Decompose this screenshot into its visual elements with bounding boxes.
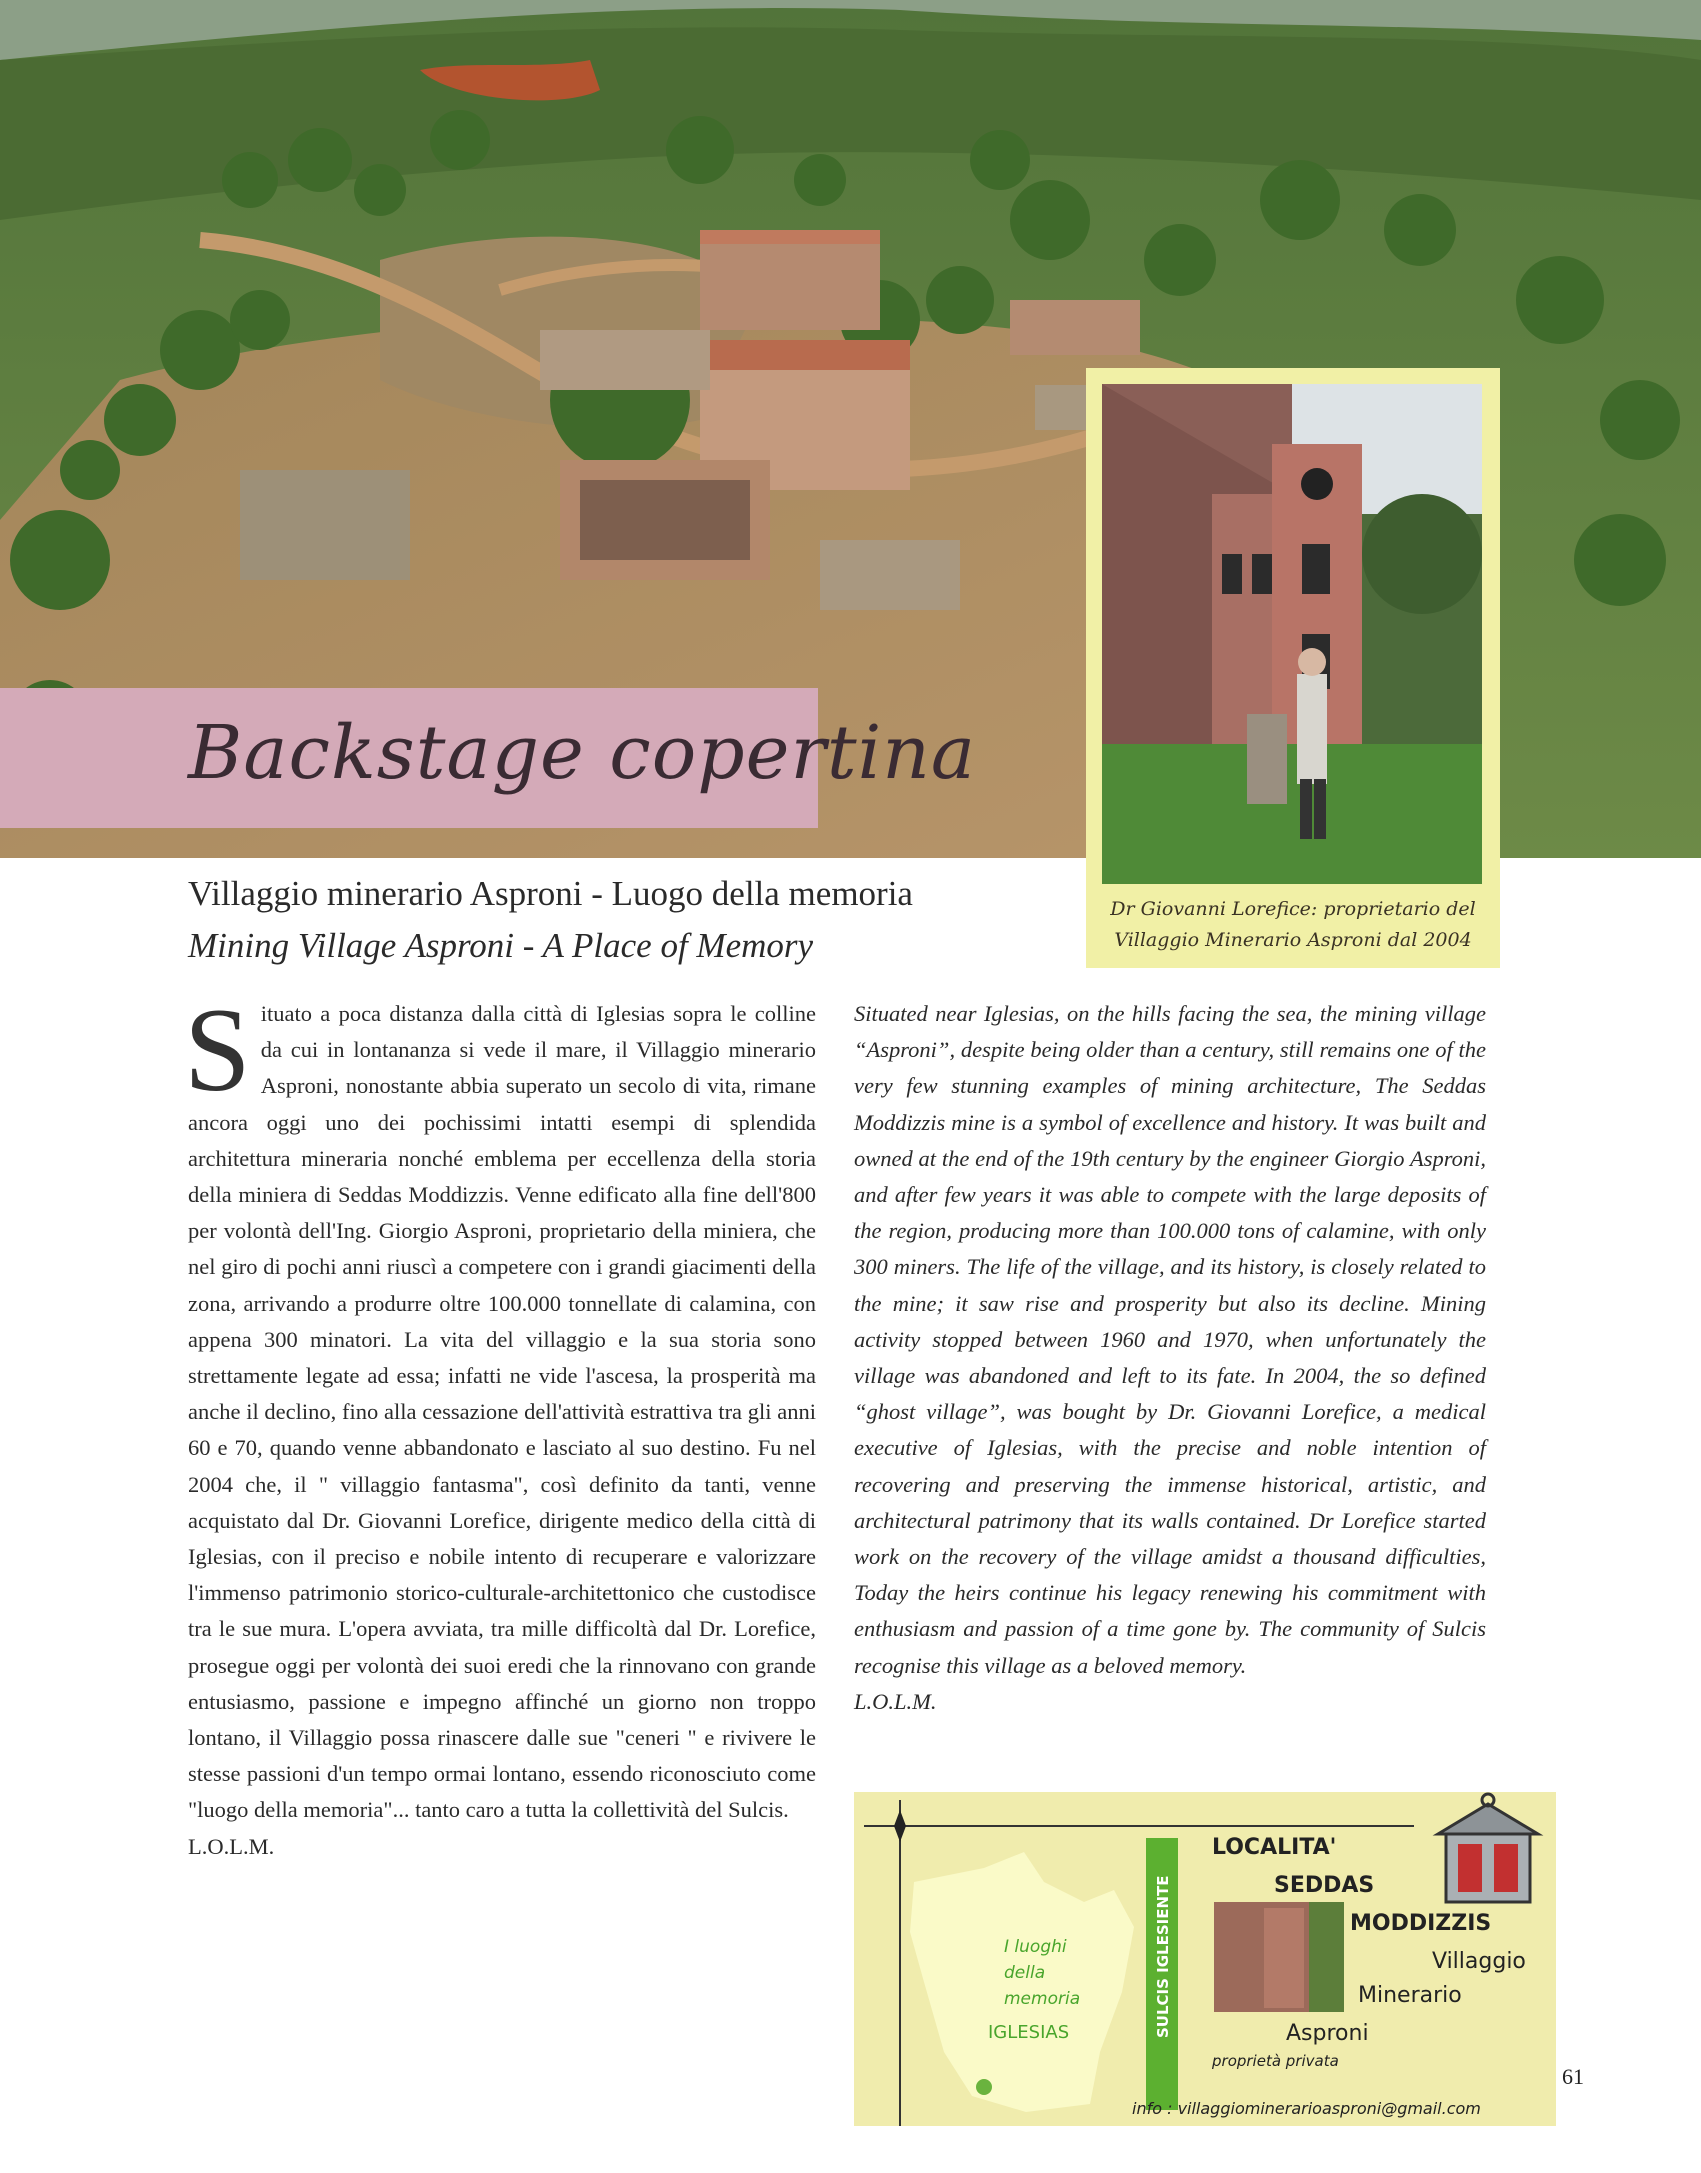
title-band <box>0 688 977 828</box>
article-english-signature: L.O.L.M. <box>854 1688 937 1714</box>
iglesias-marker-icon <box>976 2079 992 2095</box>
map-title-line-2: SEDDAS <box>1274 1873 1375 1898</box>
article-italian <box>184 983 816 1865</box>
map-info-line: info : villaggiominerarioasproni@gmail.com <box>1132 2099 1481 2118</box>
photo-caption: Dr Giovanni Lorefice: proprietario del Villaggio Minerario Asproni dal 2004 <box>1110 898 1476 951</box>
article-english-body: Situated near Iglesias, on the hills facing the sea, the mining village “Asproni”, despite being older than a century, still remains one of the very few stunning examples of mining architecture, The Seddas Moddizzis mine is a symbol of excellence and history. It was built and owned at the end of the 19th century by the engineer Giorgio Asproni, and after few years it was able to compete with the large deposits of the region, producing more than 100.000 tons of calamine, with only 300 miners. The life of the village, and its history, is closely related to the mine; it saw rise and prosperity but also its decline. Mining activity stopped between 1960 and 1970, when unfortunately the village was abandoned and left to its fate. In 2004, the so defined “ghost village”, was bought by Dr. Giovanni Lorefice, a medical executive of Iglesias, with the precise and noble intention of recovering and preserving the immense historical, artistic, and architectural patrimony that its walls contained. Dr Lorefice started work on the recovery of the village amidst a thousand difficulties, Today the heirs continue his legacy renewing his commitment with enthusiasm and passion of a time gone by. The community of Sulcis recognise this village as a beloved memory. <box>854 1001 1486 1678</box>
map-private-label: proprietà privata <box>1212 2052 1339 2070</box>
section-title: Backstage copertina <box>188 710 977 796</box>
location-map-drawing <box>854 1792 1556 2126</box>
map-town-label: IGLESIAS <box>988 2022 1070 2043</box>
drop-cap: S <box>184 983 251 1116</box>
map-island-label-2: della <box>1004 1963 1046 1983</box>
portrait-photo <box>1102 384 1482 884</box>
headline-italian: Villaggio minerario Asproni - Luogo della memoria <box>188 874 913 913</box>
page-number: 61 <box>1562 2064 1584 2089</box>
portrait-photo-drawing <box>1102 384 1482 884</box>
map-title-line-1: LOCALITA' <box>1212 1835 1337 1860</box>
article-english <box>854 996 1486 1720</box>
portrait-photo-frame <box>1086 368 1500 968</box>
map-title-line-5: Minerario <box>1358 1983 1462 2008</box>
location-map <box>854 1792 1556 2126</box>
map-island-label-3: memoria <box>1004 1989 1081 2009</box>
map-title-line-4: Villaggio <box>1432 1949 1526 1974</box>
map-region-label: SULCIS IGLESIENTE <box>1154 1875 1172 2038</box>
map-title-line-3: MODDIZZIS <box>1350 1911 1492 1936</box>
map-title-line-6: Asproni <box>1286 2021 1369 2046</box>
headline-english: Mining Village Asproni - A Place of Memory <box>188 926 814 965</box>
map-island-label-1: I luoghi <box>1004 1937 1067 1957</box>
article-italian-body: ituato a poca distanza dalla città di Iglesias sopra le colline da cui in lontananza si vede il mare, il Villaggio minerario Asproni, nonostante abbia superato un secolo di vita, rimane ancora oggi uno dei pochissimi intatti esempi di splendida architettura mineraria nonché emblema per eccellenza della storia della miniera di Seddas Moddizzis. Venne edificato alla fine dell'800 per volontà dell'Ing. Giorgio Asproni, proprietario della miniera, che nel giro di pochi anni riuscì a competere con i grandi giacimenti della zona, arrivando a produrre oltre 100.000 tonnellate di calamina, con appena 300 minatori. La vita del villaggio e la sua storia sono strettamente legate ad essa; infatti ne vide l'ascesa, la prosperità ma anche il declino, fino alla cessazione dell'attività estrattiva tra gli anni 60 e 70, quando venne abbandonato e lasciato al suo destino. Fu nel 2004 che, il " villaggio fantasma", così definito da tanti, venne acquistato dal Dr. Giovanni Lorefice, dirigente medico della città di Iglesias, con il preciso e nobile intento di recuperare e valorizzare l'immenso patrimonio storico-culturale-architettonico che custodisce tra le sue mura. L'opera avviata, tra mille difficoltà dal Dr. Lorefice, prosegue oggi per volontà dei suoi eredi che la rinnovano con grande entusiasmo, passione e impegno affinché un giorno non troppo lontano, il Villaggio possa rinascere dalle sue "ceneri " e rivivere le stesse passioni d'un tempo ormai lontano, essendo riconosciuto come "luogo della memoria"... tanto caro a tutta la collettività del Sulcis. <box>188 1001 816 1823</box>
article-italian-signature: L.O.L.M. <box>188 1833 275 1859</box>
